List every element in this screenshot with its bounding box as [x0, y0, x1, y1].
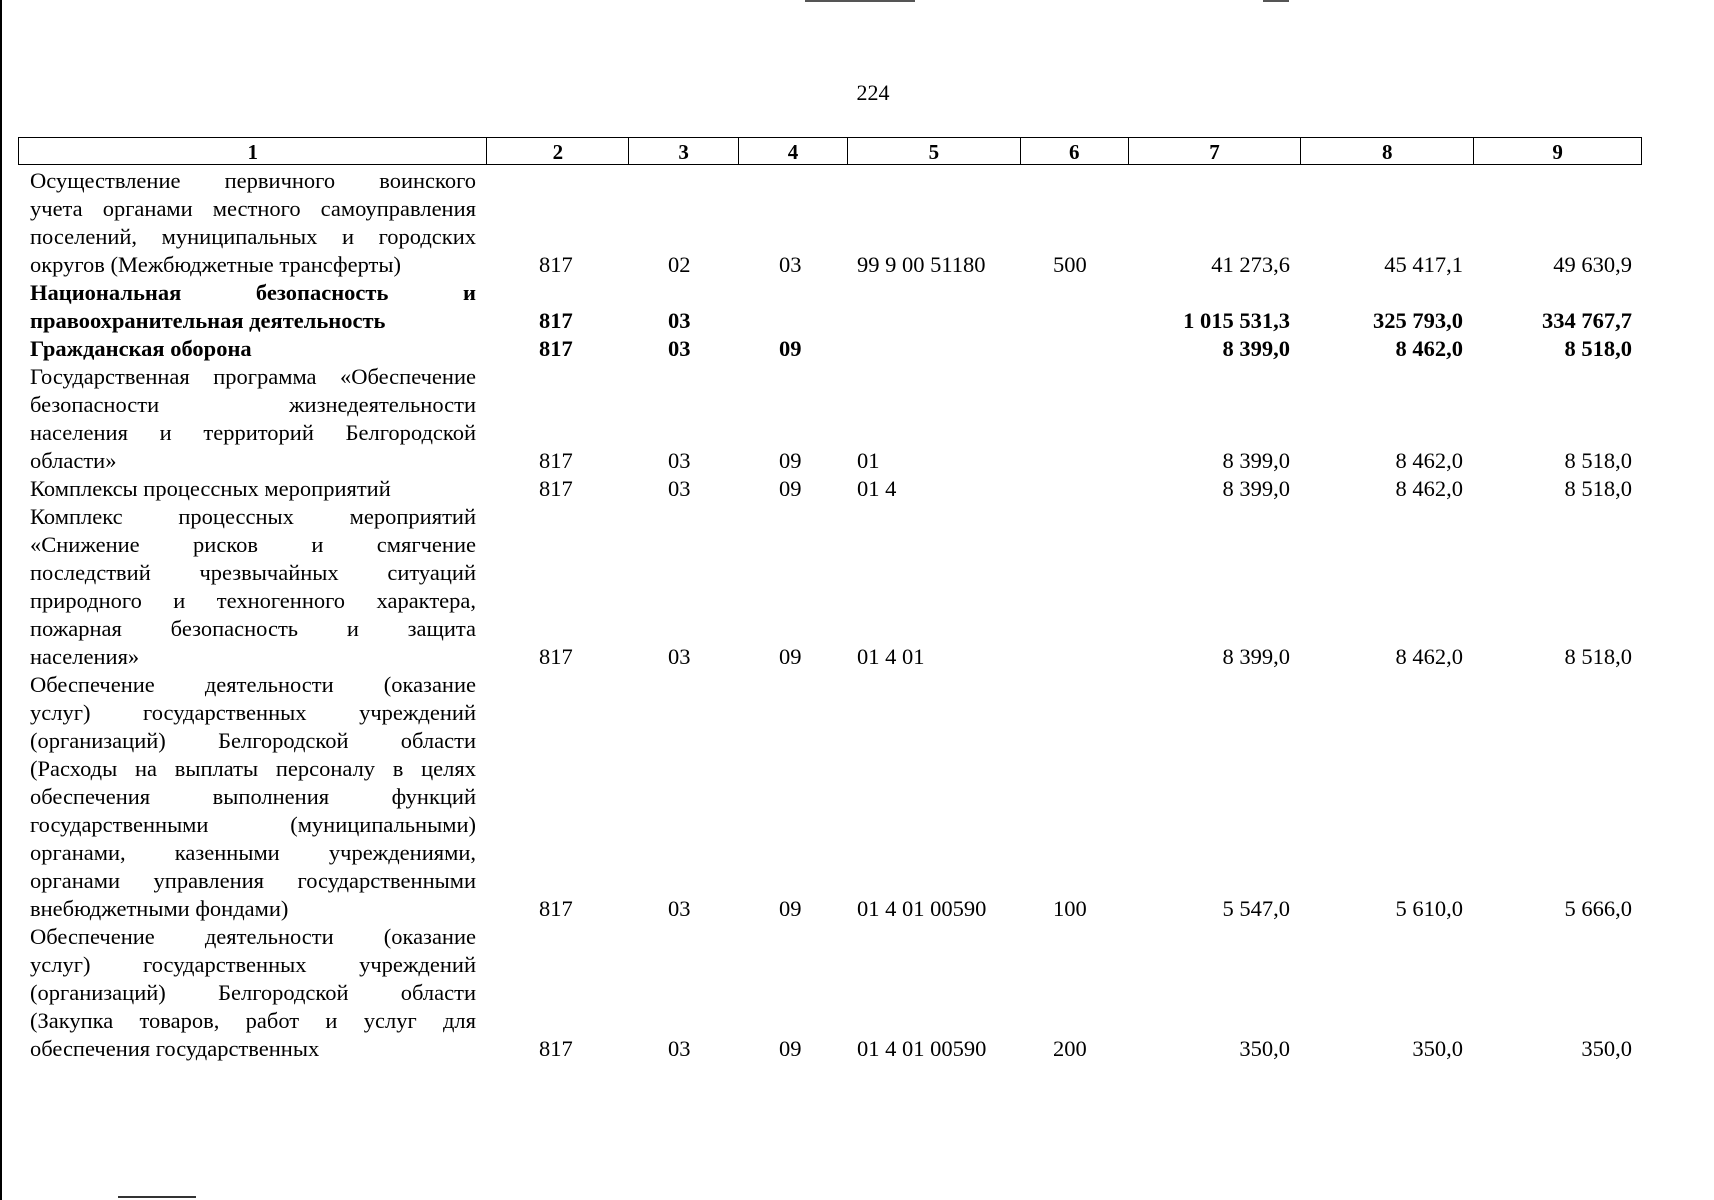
scan-mark: [1263, 0, 1289, 2]
amount-col-7: 8 399,0: [1222, 336, 1290, 361]
description-line: Комплексы процессных мероприятий: [30, 476, 391, 501]
section-code: 03: [668, 336, 691, 361]
description-line: Осуществление первичного воинского: [30, 168, 476, 193]
ministry-code: 817: [539, 476, 573, 501]
amount-col-9: 334 767,7: [1542, 308, 1632, 333]
row-description: [18, 503, 486, 671]
table-row: [18, 167, 1642, 279]
amount-col-8: 45 417,1: [1384, 252, 1463, 277]
column-header: 1: [247, 140, 258, 164]
description-line: Обеспечение деятельности (оказание: [30, 924, 476, 949]
target-article-code: 01 4 01 00590: [857, 896, 987, 921]
table-row: [18, 923, 1642, 1063]
subsection-code: 09: [779, 1036, 802, 1061]
table-row: [18, 503, 1642, 671]
subsection-code: 09: [779, 448, 802, 473]
row-description: [18, 671, 486, 923]
description-line: населения и территорий Белгородской: [30, 420, 476, 445]
amount-col-8: 8 462,0: [1395, 336, 1463, 361]
description-line: обеспечения государственных: [30, 1036, 320, 1061]
ministry-code: 817: [539, 308, 573, 333]
amount-col-8: 350,0: [1412, 1036, 1463, 1061]
section-code: 03: [668, 476, 691, 501]
section-code: 03: [668, 308, 691, 333]
row-description: [18, 167, 486, 279]
description-line: правоохранительная деятельность: [30, 308, 386, 333]
description-line: Государственная программа «Обеспечение: [30, 364, 476, 389]
table-body: [18, 167, 1642, 1063]
description-line: (Расходы на выплаты персоналу в целях: [30, 756, 476, 781]
description-line: органами управления государственными: [30, 868, 476, 893]
target-article-code: 01 4 01 00590: [857, 1036, 987, 1061]
amount-col-9: 5 666,0: [1564, 896, 1632, 921]
target-article-code: 99 9 00 51180: [857, 252, 986, 277]
amount-col-9: 49 630,9: [1553, 252, 1632, 277]
description-line: пожарная безопасность и защита: [30, 616, 476, 641]
amount-col-7: 41 273,6: [1211, 252, 1290, 277]
subsection-code: 03: [779, 252, 802, 277]
row-description: [18, 335, 486, 363]
amount-col-8: 8 462,0: [1395, 476, 1463, 501]
section-code: 02: [668, 252, 691, 277]
description-line: услуг) государственных учреждений: [30, 952, 476, 977]
subsection-code: 09: [779, 644, 802, 669]
column-header: 5: [847, 138, 1020, 164]
ministry-code: 817: [539, 1036, 573, 1061]
amount-col-8: 5 610,0: [1395, 896, 1463, 921]
amount-col-8: 8 462,0: [1395, 644, 1463, 669]
target-article-code: 01 4 01: [857, 644, 925, 669]
table-row: [18, 335, 1642, 363]
amount-col-7: 8 399,0: [1222, 644, 1290, 669]
description-line: учета органами местного самоуправления: [30, 196, 476, 221]
description-line: обеспечения выполнения функций: [30, 784, 476, 809]
description-line: поселений, муниципальных и городских: [30, 224, 476, 249]
column-header: 4: [738, 138, 847, 164]
page-edge-line: [0, 0, 2, 1200]
amount-col-7: 5 547,0: [1222, 896, 1290, 921]
target-article-code: 01: [857, 448, 880, 473]
description-line: (организаций) Белгородской области: [30, 728, 476, 753]
description-line: последствий чрезвычайных ситуаций: [30, 560, 476, 585]
description-line: органами, казенными учреждениями,: [30, 840, 476, 865]
ministry-code: 817: [539, 644, 573, 669]
amount-col-9: 350,0: [1581, 1036, 1632, 1061]
expense-type-code: 500: [1053, 252, 1087, 277]
column-header: 9: [1473, 138, 1641, 164]
description-line: области»: [30, 448, 117, 473]
row-description: [18, 363, 486, 475]
expense-type-code: 200: [1053, 1036, 1087, 1061]
subsection-code: 09: [779, 896, 802, 921]
ministry-code: 817: [539, 896, 573, 921]
section-code: 03: [668, 1036, 691, 1061]
table-header: [18, 137, 1642, 165]
description-line: (Закупка товаров, работ и услуг для: [30, 1008, 476, 1033]
scan-mark: [805, 0, 915, 2]
description-line: Гражданская оборона: [30, 336, 252, 361]
description-line: государственными (муниципальными): [30, 812, 476, 837]
target-article-code: 01 4: [857, 476, 897, 501]
description-line: внебюджетными фондами): [30, 896, 289, 921]
subsection-code: 09: [779, 476, 802, 501]
amount-col-9: 8 518,0: [1564, 336, 1632, 361]
amount-col-7: 8 399,0: [1222, 448, 1290, 473]
row-description: [18, 923, 486, 1063]
description-line: Обеспечение деятельности (оказание: [30, 672, 476, 697]
amount-col-7: 1 015 531,3: [1183, 308, 1290, 333]
ministry-code: 817: [539, 336, 573, 361]
column-header: 7: [1128, 138, 1301, 164]
scan-mark: [118, 1196, 196, 1198]
section-code: 03: [668, 644, 691, 669]
expense-type-code: 100: [1053, 896, 1087, 921]
page-number: 224: [856, 80, 890, 105]
column-header: 3: [628, 138, 738, 164]
column-header: 6: [1020, 138, 1128, 164]
description-line: (организаций) Белгородской области: [30, 980, 476, 1005]
row-description: [18, 475, 486, 503]
ministry-code: 817: [539, 252, 573, 277]
description-line: безопасности жизнедеятельности: [30, 392, 476, 417]
description-line: округов (Межбюджетные трансферты): [30, 252, 401, 277]
amount-col-8: 325 793,0: [1373, 308, 1463, 333]
table-row: [18, 475, 1642, 503]
table-row: [18, 279, 1642, 335]
column-header: 8: [1300, 138, 1473, 164]
table-row: [18, 671, 1642, 923]
description-line: услуг) государственных учреждений: [30, 700, 476, 725]
description-line: «Снижение рисков и смягчение: [30, 532, 476, 557]
description-line: Комплекс процессных мероприятий: [30, 504, 476, 529]
ministry-code: 817: [539, 448, 573, 473]
row-description: [18, 279, 486, 335]
section-code: 03: [668, 448, 691, 473]
column-header: 2: [486, 138, 628, 164]
amount-col-9: 8 518,0: [1564, 448, 1632, 473]
subsection-code: 09: [779, 336, 802, 361]
description-line: Национальная безопасность и: [30, 280, 476, 305]
amount-col-7: 8 399,0: [1222, 476, 1290, 501]
description-line: населения»: [30, 644, 140, 669]
amount-col-9: 8 518,0: [1564, 476, 1632, 501]
table-row: [18, 363, 1642, 475]
amount-col-7: 350,0: [1239, 1036, 1290, 1061]
description-line: природного и техногенного характера,: [30, 588, 476, 613]
section-code: 03: [668, 896, 691, 921]
amount-col-8: 8 462,0: [1395, 448, 1463, 473]
amount-col-9: 8 518,0: [1564, 644, 1632, 669]
